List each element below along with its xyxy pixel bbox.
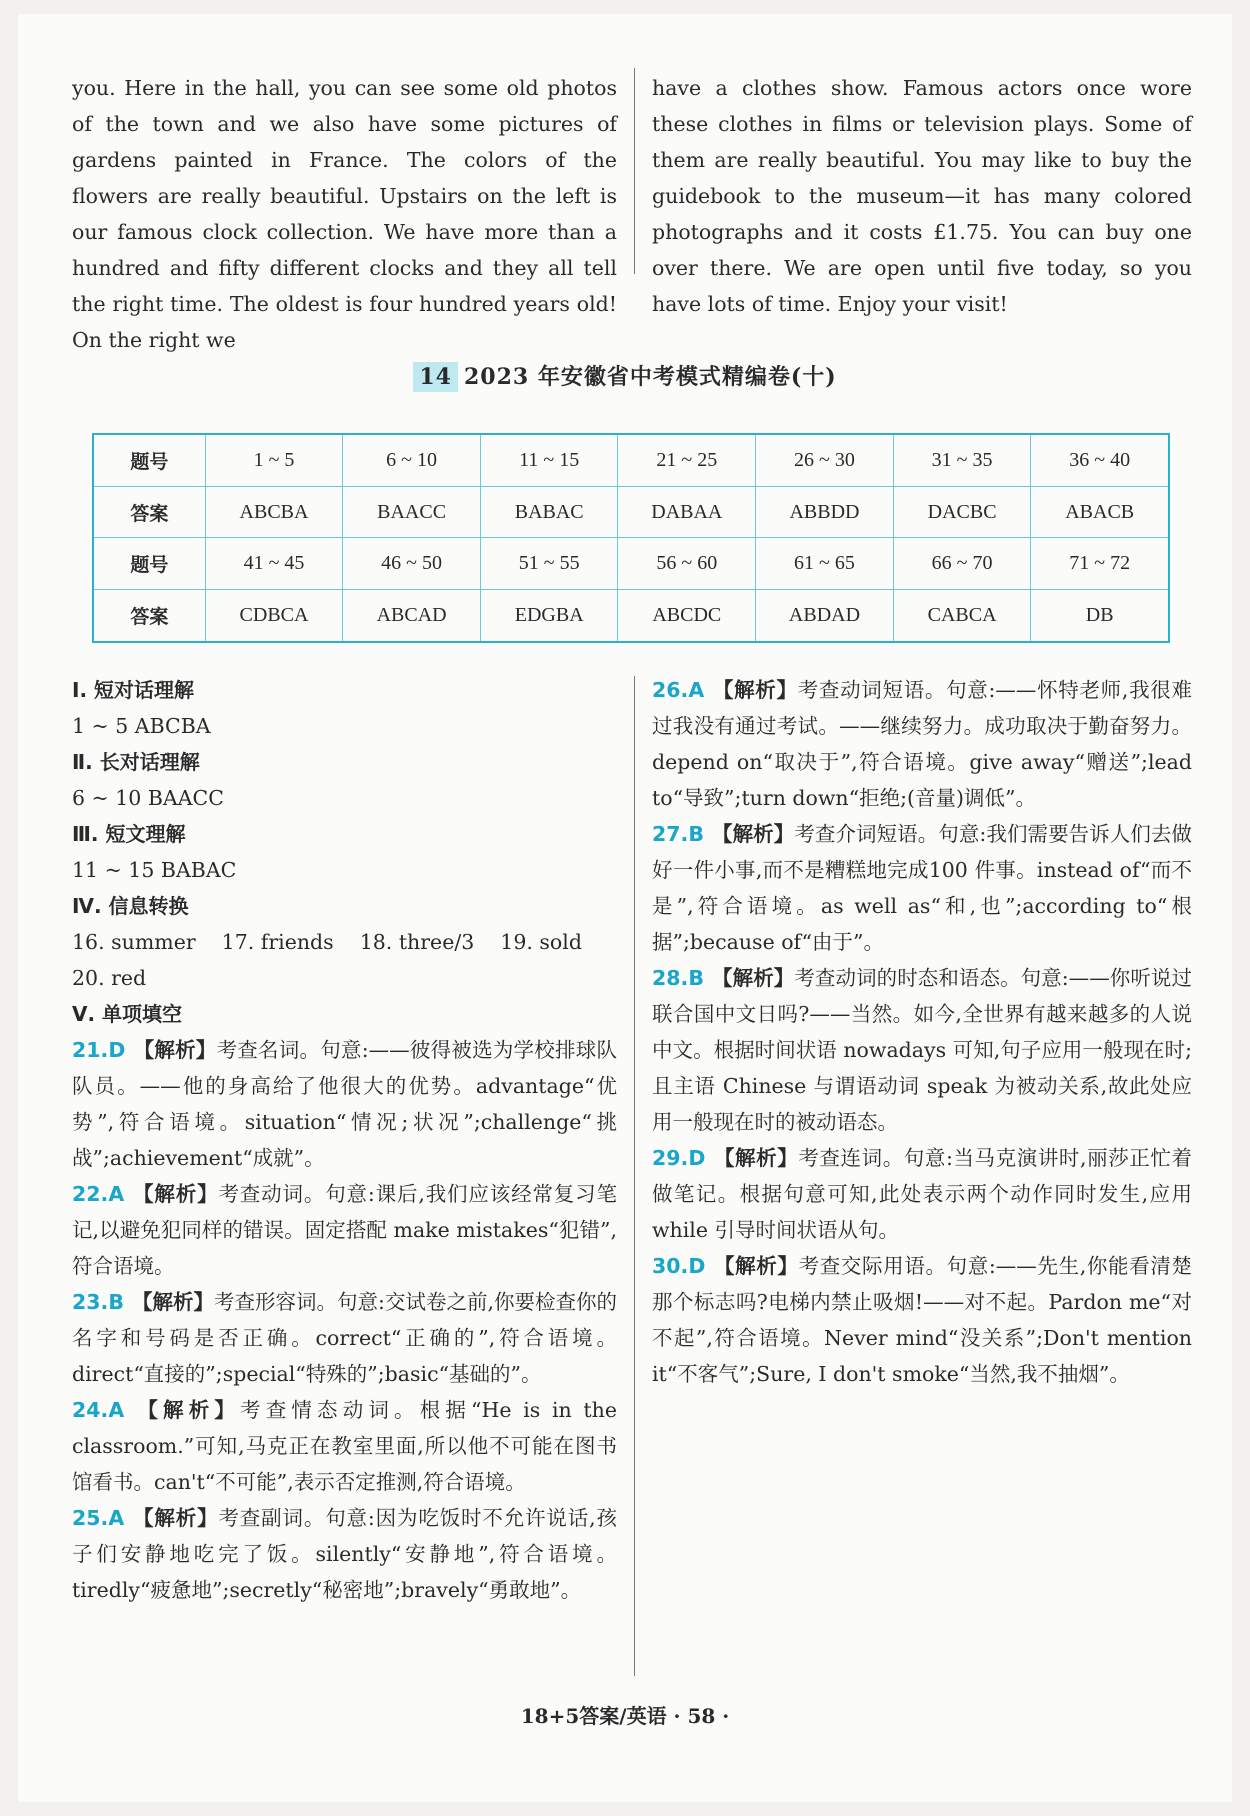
table-cell: ABCAD bbox=[343, 590, 481, 642]
table-cell: CDBCA bbox=[205, 590, 343, 642]
table-cell: 21 ~ 25 bbox=[618, 434, 756, 486]
table-cell: CABCA bbox=[893, 590, 1031, 642]
explanation-item bbox=[72, 1176, 617, 1284]
explanation-item bbox=[652, 1140, 1192, 1248]
section-answer: 1 ~ 5 ABCBA bbox=[72, 714, 211, 738]
explanation-item bbox=[72, 1284, 617, 1392]
analysis-tag: 【解析】 bbox=[132, 1506, 219, 1530]
explanation-item bbox=[72, 1032, 617, 1176]
analysis-tag: 【解析】 bbox=[131, 1290, 214, 1314]
row-head: 答案 bbox=[93, 590, 205, 642]
explanation-text: 考查交际用语。句意:——先生,你能看清楚那个标志吗?电梯内禁止吸烟!——对不起。Pardon me“对不起”,符合语境。Never mind“没关系”;Don't mention it“不客气”;Sure, I don't smoke“当然,我不抽烟”。 bbox=[652, 1254, 1192, 1386]
table-cell: ABACB bbox=[1031, 486, 1169, 538]
answer-letter: D bbox=[688, 1146, 706, 1170]
explanation-text: 考查情态动词。根据“He is in the classroom.”可知,马克正在教室里面,所以他不可能在图书馆看书。can't“不可能”,表示否定推测,符合语境。 bbox=[72, 1398, 618, 1494]
table-cell: 66 ~ 70 bbox=[893, 538, 1031, 590]
row-head: 题号 bbox=[93, 434, 205, 486]
table-row bbox=[93, 486, 1169, 538]
column-divider-bottom bbox=[634, 676, 635, 1676]
table-cell: DACBC bbox=[893, 486, 1031, 538]
table-cell: DB bbox=[1031, 590, 1169, 642]
explanation-text: 考查动词。句意:课后,我们应该经常复习笔记,以避免犯同样的错误。固定搭配 make mistakes“犯错”,符合语境。 bbox=[72, 1182, 617, 1278]
table-cell: 71 ~ 72 bbox=[1031, 538, 1169, 590]
table-cell: 61 ~ 65 bbox=[756, 538, 894, 590]
table-cell: DABAA bbox=[618, 486, 756, 538]
explanation-text: 考查动词短语。句意:——怀特老师,我很难过我没有通过考试。——继续努力。成功取决于勤奋努力。depend on“取决于”,符合语境。give away“赠送”;lead to“导致”;turn down“拒绝;(音量)调低”。 bbox=[652, 678, 1192, 810]
question-number: 21. bbox=[72, 1038, 109, 1062]
table-cell: 56 ~ 60 bbox=[618, 538, 756, 590]
question-number: 29. bbox=[652, 1146, 689, 1170]
explanation-text: 考查副词。句意:因为吃饭时不允许说话,孩子们安静地吃完了饭。silently“安静地”,符合语境。tiredly“疲惫地”;secretly“秘密地”;bravely“勇敢地”。 bbox=[72, 1506, 617, 1602]
section-heading: Ⅲ. 短文理解 bbox=[72, 822, 186, 846]
question-number: 22. bbox=[72, 1182, 109, 1206]
analysis-tag: 【解析】 bbox=[133, 1038, 217, 1062]
page-footer: 18+5答案/英语 · 58 · bbox=[520, 1704, 730, 1728]
table-cell: 26 ~ 30 bbox=[756, 434, 894, 486]
table-cell: 31 ~ 35 bbox=[893, 434, 1031, 486]
question-number: 28. bbox=[652, 966, 689, 990]
exam-title-text: 2023 年安徽省中考模式精编卷(十) bbox=[463, 364, 837, 390]
question-number: 24. bbox=[72, 1398, 109, 1422]
table-cell: 46 ~ 50 bbox=[343, 538, 481, 590]
table-cell: ABBDD bbox=[756, 486, 894, 538]
table-cell: 6 ~ 10 bbox=[343, 434, 481, 486]
answer-letter: A bbox=[108, 1398, 125, 1422]
explanation-item bbox=[652, 960, 1192, 1140]
top-passage-right: have a clothes show. Famous actors once wore these clothes in films or television plays. Some of them are really beautiful. You may like to buy the guidebook to the museum—it has many colored photographs and it costs £1.75. You can buy one over there. We are open until five today, so you have lots of time. Enjoy your visit! bbox=[652, 76, 1192, 316]
fill-answer: 19. sold bbox=[500, 930, 582, 954]
explanation-item bbox=[72, 1500, 617, 1608]
section-heading: Ⅴ. 单项填空 bbox=[72, 1002, 183, 1026]
explanation-text: 考查形容词。句意:交试卷之前,你要检查你的名字和号码是否正确。correct“正确的”,符合语境。direct“直接的”;special“特殊的”;basic“基础的”。 bbox=[72, 1290, 617, 1386]
question-number: 26. bbox=[652, 678, 689, 702]
analysis-tag: 【解析】 bbox=[132, 1182, 219, 1206]
answer-letter: B bbox=[688, 822, 704, 846]
table-cell: ABCBA bbox=[205, 486, 343, 538]
section-heading: Ⅰ. 短对话理解 bbox=[72, 678, 195, 702]
row-head: 答案 bbox=[93, 486, 205, 538]
explanations-left bbox=[72, 672, 617, 1608]
question-number: 25. bbox=[72, 1506, 109, 1530]
explanation-text: 考查连词。句意:当马克演讲时,丽莎正忙着做笔记。根据句意可知,此处表示两个动作同时发生,应用 while 引导时间状语从句。 bbox=[652, 1146, 1192, 1242]
table-cell: 1 ~ 5 bbox=[205, 434, 343, 486]
answer-letter: A bbox=[108, 1182, 125, 1206]
answer-table bbox=[92, 433, 1170, 643]
explanation-text: 考查动词的时态和语态。句意:——你听说过联合国中文日吗?——当然。如今,全世界有越来越多的人说中文。根据时间状语 nowadays 可知,句子应用一般现在时;且主语 Chinese 与谓语动词 speak 为被动关系,故此处应用一般现在时的被动语态。 bbox=[652, 966, 1193, 1134]
answer-letter: A bbox=[688, 678, 705, 702]
table-cell: EDGBA bbox=[480, 590, 618, 642]
explanation-text: 考查名词。句意:——彼得被选为学校排球队队员。——他的身高给了他很大的优势。advantage“优势”,符合语境。situation“情况;状况”;challenge“挑战”;achievement“成就”。 bbox=[72, 1038, 618, 1170]
explanation-text: 考查介词短语。句意:我们需要告诉人们去做好一件小事,而不是糟糕地完成100 件事。instead of“而不是”,符合语境。as well as“和,也”;according to“根据”;because of“由于”。 bbox=[652, 822, 1193, 954]
answer-letter: A bbox=[108, 1506, 125, 1530]
column-divider-top bbox=[634, 68, 635, 274]
table-cell: 51 ~ 55 bbox=[480, 538, 618, 590]
table-cell: 11 ~ 15 bbox=[480, 434, 618, 486]
table-cell: 41 ~ 45 bbox=[205, 538, 343, 590]
fill-answer: 18. three/3 bbox=[359, 930, 475, 954]
fill-answer: 16. summer bbox=[72, 930, 196, 954]
table-cell: 36 ~ 40 bbox=[1031, 434, 1169, 486]
explanation-item bbox=[652, 672, 1192, 816]
fill-answer: 20. red bbox=[72, 966, 147, 990]
answer-letter: B bbox=[108, 1290, 124, 1314]
analysis-tag: 【解析】 bbox=[711, 822, 795, 846]
explanation-item bbox=[72, 1392, 617, 1500]
fill-answer: 17. friends bbox=[221, 930, 334, 954]
analysis-tag: 【解析】 bbox=[713, 1146, 799, 1170]
analysis-tag: 【解析】 bbox=[711, 966, 795, 990]
exam-title bbox=[0, 360, 1250, 391]
analysis-tag: 【解析】 bbox=[132, 1398, 241, 1422]
table-row bbox=[93, 434, 1169, 486]
answer-letter: B bbox=[688, 966, 704, 990]
top-passage-left: you. Here in the hall, you can see some old photos of the town and we also have some pictures of gardens painted in France. The colors of the flowers are really beautiful. Upstairs on the left is our famous clock collection. We have more than a hundred and fifty different clocks and they all tell the right time. The oldest is four hundred years old! On the right we bbox=[72, 76, 617, 352]
answer-letter: D bbox=[108, 1038, 126, 1062]
section-answer: 6 ~ 10 BAACC bbox=[72, 786, 224, 810]
table-row bbox=[93, 538, 1169, 590]
explanations-right bbox=[652, 672, 1192, 1392]
fill-answers bbox=[72, 924, 617, 960]
table-cell: ABCDC bbox=[618, 590, 756, 642]
section-answer: 11 ~ 15 BABAC bbox=[72, 858, 237, 882]
analysis-tag: 【解析】 bbox=[712, 678, 798, 702]
exam-number: 14 bbox=[413, 362, 458, 392]
section-heading: Ⅳ. 信息转换 bbox=[72, 894, 189, 918]
table-row bbox=[93, 590, 1169, 642]
question-number: 23. bbox=[72, 1290, 109, 1314]
explanation-item bbox=[652, 1248, 1192, 1392]
table-cell: BABAC bbox=[480, 486, 618, 538]
section-heading: Ⅱ. 长对话理解 bbox=[72, 750, 200, 774]
analysis-tag: 【解析】 bbox=[713, 1254, 799, 1278]
explanation-item bbox=[652, 816, 1192, 960]
question-number: 30. bbox=[652, 1254, 689, 1278]
row-head: 题号 bbox=[93, 538, 205, 590]
answer-letter: D bbox=[688, 1254, 706, 1278]
table-cell: ABDAD bbox=[756, 590, 894, 642]
table-cell: BAACC bbox=[343, 486, 481, 538]
question-number: 27. bbox=[652, 822, 689, 846]
